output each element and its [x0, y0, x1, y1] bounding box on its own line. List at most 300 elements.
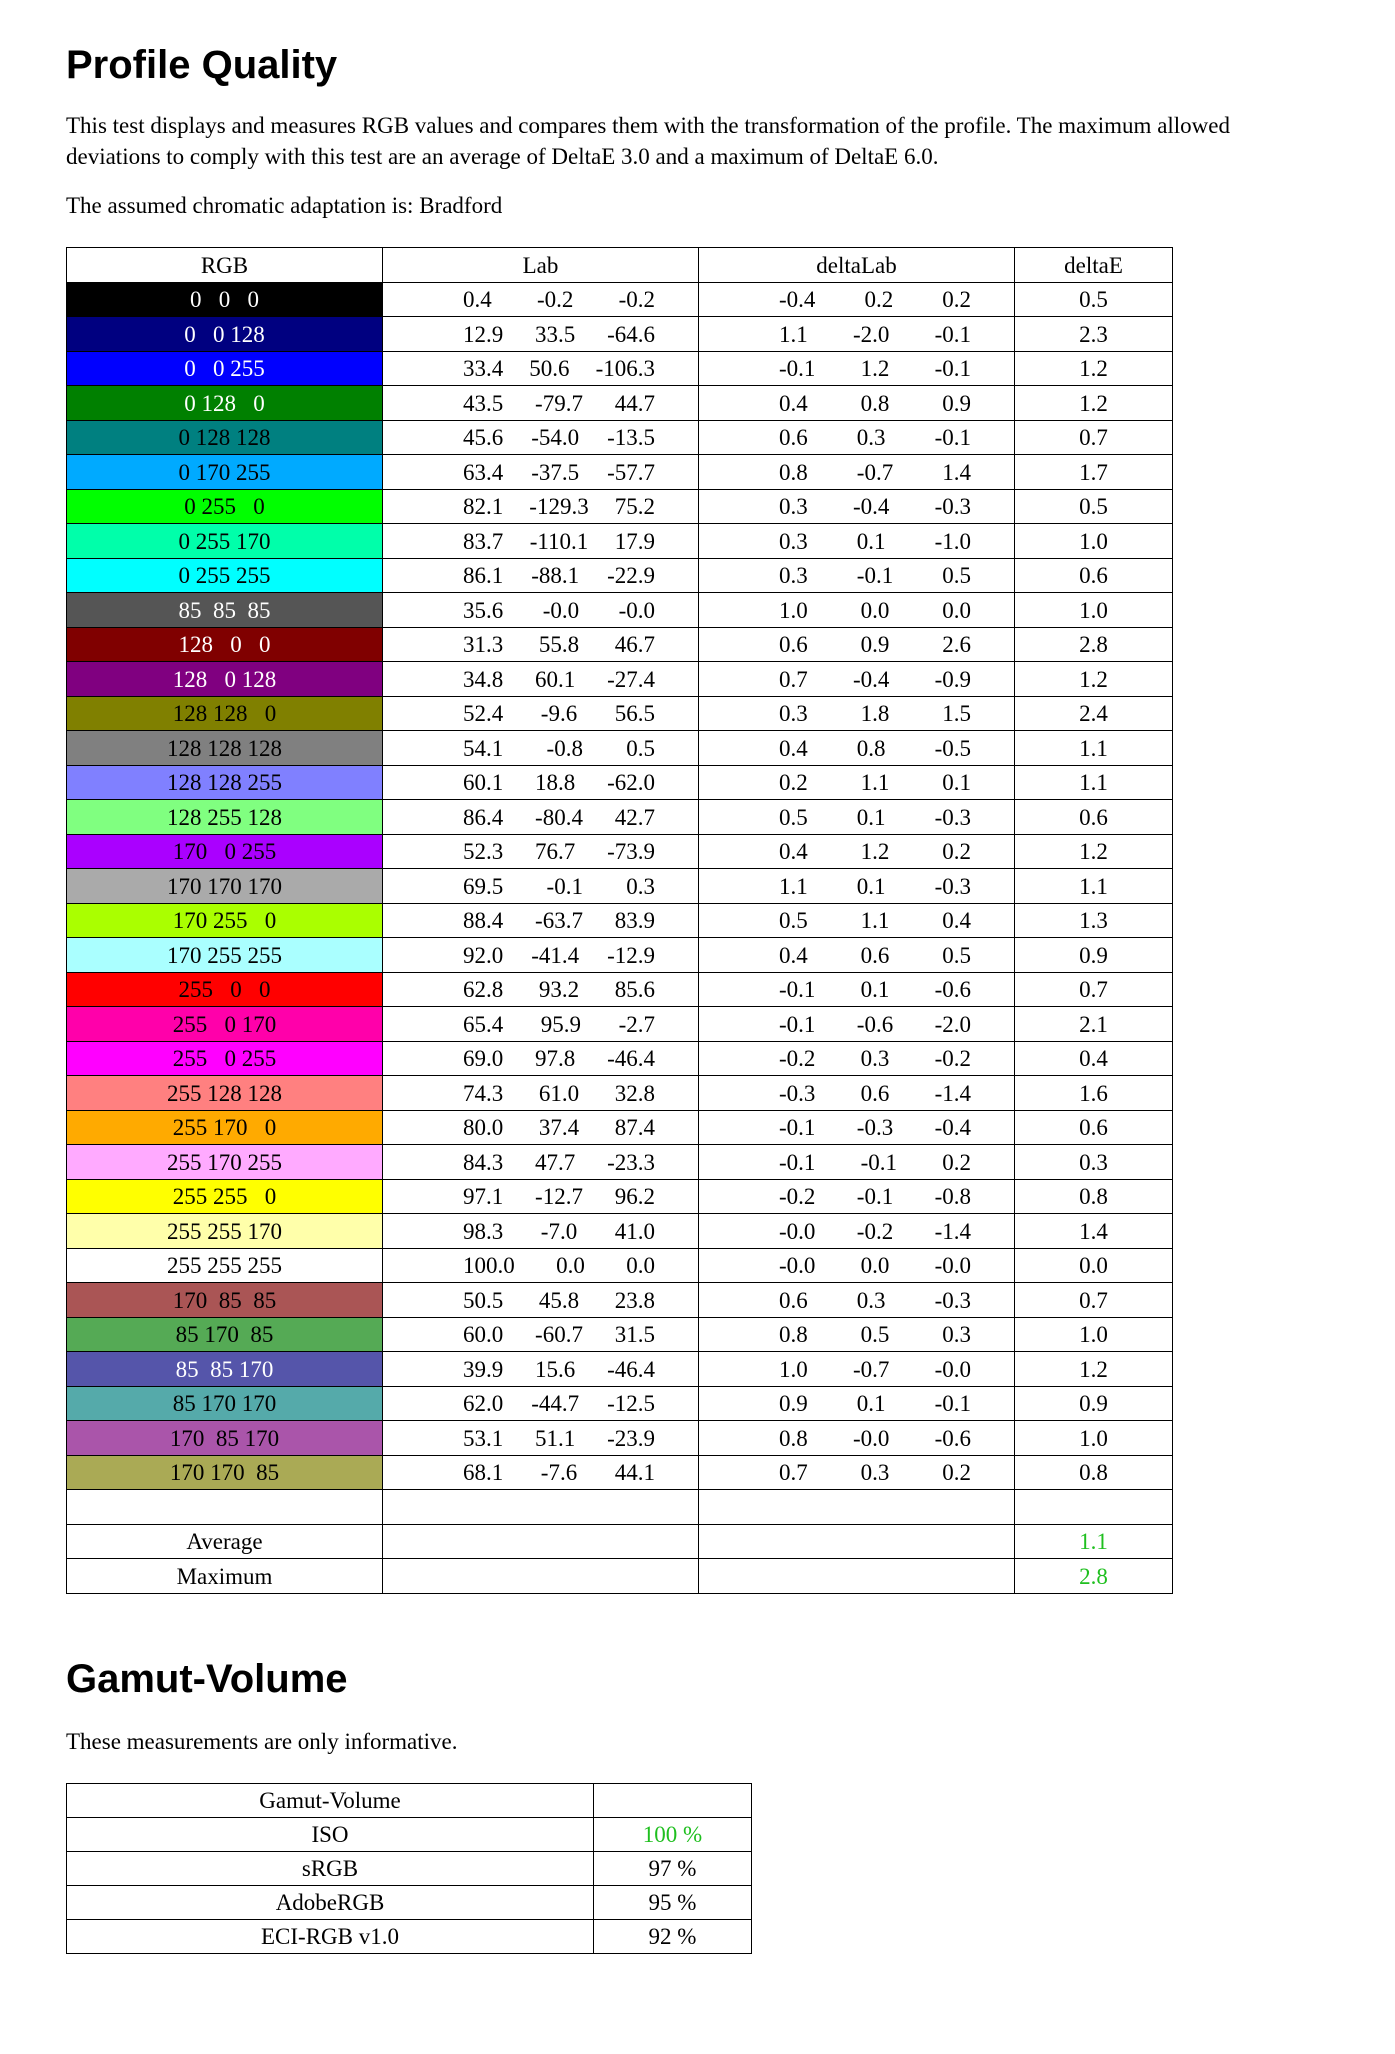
- lab-cell: [383, 1214, 699, 1249]
- table-row: [67, 1317, 1173, 1352]
- table-row: [67, 489, 1173, 524]
- deltalab-value: 0.3: [860, 1460, 890, 1485]
- table-row: [67, 455, 1173, 490]
- deltalab-cell: [699, 1352, 1015, 1387]
- deltalab-value: 0.4: [942, 908, 971, 933]
- deltalab-value: -0.1: [779, 1149, 816, 1175]
- deltalab-value: 1.0: [779, 1356, 808, 1382]
- gamut-header-row: [67, 1783, 752, 1817]
- rgb-swatch-cell: 170 85 85: [67, 1283, 383, 1318]
- deltalab-cell: [699, 869, 1015, 904]
- lab-value: 41.0: [614, 1218, 655, 1244]
- deltalab-value: 0.8: [779, 1322, 808, 1347]
- gamut-volume-table: [66, 1783, 752, 1954]
- average-row: [67, 1524, 1173, 1559]
- blank-row: [67, 1490, 1173, 1525]
- deltalab-value: -0.3: [779, 1080, 816, 1106]
- lab-value: 18.8: [535, 770, 576, 795]
- deltalab-cell: [699, 386, 1015, 421]
- lab-value: 32.8: [614, 1080, 655, 1106]
- gamut-row: [67, 1885, 752, 1919]
- gamut-row: [67, 1817, 752, 1851]
- gamut-name: sRGB: [67, 1851, 594, 1885]
- lab-value: 45.6: [463, 425, 504, 450]
- lab-value: 84.3: [463, 1149, 504, 1175]
- rgb-swatch-cell: 0 0 255: [67, 351, 383, 386]
- deltalab-value: 0.4: [779, 735, 808, 761]
- deltalab-cell: [699, 524, 1015, 559]
- deltalab-value: -0.0: [934, 1356, 971, 1382]
- lab-cell: [383, 386, 699, 421]
- table-row: [67, 1145, 1173, 1180]
- lab-value: 42.7: [614, 804, 655, 830]
- table-row: [67, 627, 1173, 662]
- deltalab-value: 1.1: [860, 770, 890, 795]
- deltalab-value: 1.5: [942, 701, 971, 726]
- deltalab-value: -0.1: [779, 356, 816, 381]
- maximum-row: [67, 1559, 1173, 1594]
- deltae-cell: 2.8: [1015, 627, 1173, 662]
- deltalab-value: 0.3: [779, 701, 808, 726]
- deltalab-cell: [699, 972, 1015, 1007]
- lab-value: 39.9: [463, 1356, 504, 1382]
- deltalab-value: -0.6: [934, 1425, 971, 1451]
- deltalab-value: -0.3: [934, 494, 971, 519]
- lab-value: 34.8: [463, 666, 504, 692]
- deltalab-value: 1.1: [860, 908, 890, 933]
- lab-cell: [383, 1179, 699, 1214]
- lab-value: -57.7: [607, 459, 655, 485]
- lab-value: 87.4: [614, 1115, 655, 1140]
- lab-value: -0.0: [542, 597, 580, 623]
- header-rgb: RGB: [67, 248, 383, 283]
- deltalab-value: -0.7: [856, 459, 894, 485]
- lab-value: -37.5: [531, 459, 580, 485]
- deltalab-cell: [699, 455, 1015, 490]
- deltalab-value: 0.1: [856, 528, 886, 554]
- deltalab-value: -0.8: [934, 1184, 971, 1209]
- deltae-cell: 0.6: [1015, 1110, 1173, 1145]
- deltalab-value: 1.0: [779, 597, 808, 623]
- lab-value: -60.7: [535, 1322, 583, 1347]
- deltalab-value: 0.5: [779, 804, 808, 830]
- lab-cell: [383, 1283, 699, 1318]
- rgb-swatch-cell: 170 255 0: [67, 903, 383, 938]
- header-deltalab: deltaLab: [699, 248, 1015, 283]
- deltalab-value: -0.0: [852, 1425, 890, 1451]
- deltalab-value: 0.8: [779, 1425, 808, 1451]
- table-row: [67, 593, 1173, 628]
- lab-value: -7.6: [540, 1460, 578, 1485]
- deltalab-cell: [699, 800, 1015, 835]
- table-row: [67, 282, 1173, 317]
- lab-value: 56.5: [614, 701, 655, 726]
- deltae-cell: 2.4: [1015, 696, 1173, 731]
- deltalab-cell: [699, 765, 1015, 800]
- header-deltae: deltaE: [1015, 248, 1173, 283]
- profile-quality-table: [66, 247, 1173, 1594]
- chromatic-adaptation-text: The assumed chromatic adaptation is: Bradford: [66, 193, 503, 218]
- deltalab-value: 0.8: [856, 735, 886, 761]
- deltalab-cell: [699, 1386, 1015, 1421]
- deltalab-cell: [699, 1248, 1015, 1283]
- deltalab-value: 0.6: [779, 425, 808, 450]
- gamut-value: 95 %: [594, 1885, 752, 1919]
- deltalab-cell: [699, 834, 1015, 869]
- deltalab-cell: [699, 282, 1015, 317]
- deltae-cell: 0.4: [1015, 1041, 1173, 1076]
- lab-cell: [383, 1041, 699, 1076]
- lab-cell: [383, 903, 699, 938]
- deltalab-value: -0.1: [934, 425, 971, 450]
- deltalab-value: -0.9: [934, 666, 971, 692]
- deltalab-cell: [699, 1317, 1015, 1352]
- lab-value: 83.7: [463, 528, 504, 554]
- lab-value: 86.4: [463, 804, 504, 830]
- lab-value: 31.5: [614, 1322, 655, 1347]
- deltalab-cell: [699, 1041, 1015, 1076]
- lab-value: 62.0: [463, 1391, 504, 1416]
- table-row: [67, 662, 1173, 697]
- rgb-swatch-cell: 0 255 0: [67, 489, 383, 524]
- deltae-cell: 1.4: [1015, 1214, 1173, 1249]
- table-row: [67, 317, 1173, 352]
- lab-value: -12.7: [535, 1184, 583, 1209]
- rgb-swatch-cell: 255 0 255: [67, 1041, 383, 1076]
- lab-cell: [383, 627, 699, 662]
- deltae-cell: 1.7: [1015, 455, 1173, 490]
- deltalab-value: 0.1: [942, 770, 971, 795]
- deltalab-value: -0.1: [779, 1011, 816, 1037]
- deltalab-value: 0.7: [779, 666, 808, 692]
- lab-value: -44.7: [531, 1391, 580, 1416]
- deltae-cell: 1.6: [1015, 1076, 1173, 1111]
- deltae-cell: 1.3: [1015, 903, 1173, 938]
- deltalab-cell: [699, 903, 1015, 938]
- deltalab-value: -0.4: [852, 666, 890, 692]
- lab-value: -79.7: [535, 390, 583, 416]
- lab-value: 95.9: [540, 1011, 582, 1037]
- gamut-value: 97 %: [594, 1851, 752, 1885]
- deltalab-value: 0.5: [860, 1322, 890, 1347]
- lab-cell: [383, 317, 699, 352]
- table-row: [67, 1283, 1173, 1318]
- deltalab-cell: [699, 938, 1015, 973]
- table-row: [67, 1076, 1173, 1111]
- lab-value: -23.3: [607, 1149, 655, 1175]
- gamut-value: 100 %: [594, 1817, 752, 1851]
- deltae-cell: 1.2: [1015, 834, 1173, 869]
- deltae-cell: 1.1: [1015, 869, 1173, 904]
- rgb-swatch-cell: 255 255 255: [67, 1248, 383, 1283]
- lab-value: -13.5: [607, 425, 655, 450]
- header-lab: Lab: [383, 248, 699, 283]
- table-row: [67, 558, 1173, 593]
- lab-value: 54.1: [463, 735, 504, 761]
- deltalab-value: 0.6: [779, 632, 808, 657]
- rgb-swatch-cell: 85 170 85: [67, 1317, 383, 1352]
- deltalab-cell: [699, 489, 1015, 524]
- average-label: Average: [67, 1524, 383, 1559]
- deltalab-value: 1.1: [779, 321, 808, 347]
- lab-value: 46.7: [614, 632, 655, 657]
- lab-value: 44.1: [614, 1460, 655, 1485]
- lab-value: 37.4: [538, 1115, 580, 1140]
- table-row: [67, 834, 1173, 869]
- deltalab-value: -0.1: [860, 1149, 898, 1175]
- deltalab-value: -1.0: [934, 528, 971, 554]
- lab-value: 88.4: [463, 908, 504, 933]
- deltalab-cell: [699, 1283, 1015, 1318]
- lab-cell: [383, 1076, 699, 1111]
- rgb-swatch-cell: 170 255 255: [67, 938, 383, 973]
- rgb-swatch-cell: 170 85 170: [67, 1421, 383, 1456]
- lab-value: 63.4: [463, 459, 504, 485]
- rgb-swatch-cell: 255 255 0: [67, 1179, 383, 1214]
- lab-value: -0.0: [618, 597, 655, 623]
- gamut-volume-title: Gamut-Volume: [66, 1656, 348, 1701]
- rgb-swatch-cell: 170 0 255: [67, 834, 383, 869]
- deltalab-value: -0.7: [852, 1356, 890, 1382]
- rgb-swatch-cell: 128 0 128: [67, 662, 383, 697]
- lab-value: -0.1: [546, 873, 583, 899]
- lab-value: -27.4: [607, 666, 655, 692]
- rgb-swatch-cell: 0 255 255: [67, 558, 383, 593]
- lab-value: 96.2: [614, 1184, 655, 1209]
- lab-value: 50.6: [529, 356, 570, 381]
- rgb-swatch-cell: 128 128 128: [67, 731, 383, 766]
- lab-value: -23.9: [607, 1425, 655, 1451]
- lab-cell: [383, 420, 699, 455]
- deltae-cell: 1.0: [1015, 1421, 1173, 1456]
- deltae-cell: 0.7: [1015, 420, 1173, 455]
- rgb-swatch-cell: 0 0 128: [67, 317, 383, 352]
- lab-value: 97.8: [535, 1046, 576, 1071]
- lab-value: 100.0: [463, 1253, 515, 1278]
- table-row: [67, 972, 1173, 1007]
- deltalab-value: 0.2: [779, 770, 808, 795]
- deltae-cell: 1.1: [1015, 765, 1173, 800]
- lab-value: 45.8: [538, 1287, 580, 1313]
- rgb-swatch-cell: 128 0 0: [67, 627, 383, 662]
- table-row: [67, 869, 1173, 904]
- deltalab-value: -0.3: [934, 873, 971, 899]
- lab-value: 47.7: [535, 1149, 576, 1175]
- lab-value: 97.1: [463, 1184, 504, 1209]
- lab-value: -129.3: [529, 494, 589, 519]
- table-row: [67, 1214, 1173, 1249]
- deltalab-value: -0.1: [779, 977, 816, 1002]
- lab-value: 0.3: [626, 873, 655, 899]
- gamut-volume-note: These measurements are only informative.: [66, 1728, 458, 1754]
- deltalab-value: 0.9: [779, 1391, 808, 1416]
- deltalab-cell: [699, 1455, 1015, 1490]
- rgb-swatch-cell: 255 0 170: [67, 1007, 383, 1042]
- table-row: [67, 524, 1173, 559]
- table-row: [67, 765, 1173, 800]
- deltalab-value: 0.6: [860, 1080, 890, 1106]
- deltalab-value: -0.1: [934, 356, 971, 381]
- deltalab-cell: [699, 1421, 1015, 1456]
- deltalab-value: -0.3: [934, 804, 971, 830]
- lab-value: -88.1: [531, 563, 580, 588]
- table-row: [67, 696, 1173, 731]
- deltalab-cell: [699, 1145, 1015, 1180]
- deltalab-value: -0.4: [852, 494, 890, 519]
- deltalab-value: 1.1: [779, 873, 808, 899]
- deltae-cell: 1.1: [1015, 731, 1173, 766]
- deltae-cell: 0.6: [1015, 800, 1173, 835]
- lab-value: 75.2: [614, 494, 655, 519]
- deltalab-value: 0.5: [942, 563, 971, 588]
- lab-cell: [383, 593, 699, 628]
- deltalab-cell: [699, 696, 1015, 731]
- rgb-swatch-cell: 128 128 255: [67, 765, 383, 800]
- lab-value: 82.1: [463, 494, 504, 519]
- deltae-cell: 2.1: [1015, 1007, 1173, 1042]
- deltae-cell: 0.0: [1015, 1248, 1173, 1283]
- deltalab-value: 0.9: [860, 632, 890, 657]
- deltalab-value: -1.4: [934, 1218, 971, 1244]
- lab-value: -0.2: [536, 287, 574, 312]
- rgb-swatch-cell: 128 255 128: [67, 800, 383, 835]
- deltae-cell: 0.8: [1015, 1455, 1173, 1490]
- deltae-cell: 0.7: [1015, 972, 1173, 1007]
- deltalab-value: -0.1: [934, 1391, 971, 1416]
- rgb-swatch-cell: 0 255 170: [67, 524, 383, 559]
- deltalab-cell: [699, 593, 1015, 628]
- deltalab-value: 0.6: [860, 942, 890, 968]
- deltalab-value: -0.2: [779, 1184, 816, 1209]
- deltalab-value: 0.8: [860, 390, 890, 416]
- deltae-cell: 0.9: [1015, 1386, 1173, 1421]
- deltae-cell: 1.0: [1015, 593, 1173, 628]
- deltae-cell: 1.2: [1015, 351, 1173, 386]
- lab-cell: [383, 282, 699, 317]
- lab-value: 55.8: [538, 632, 580, 657]
- lab-value: 92.0: [463, 942, 504, 968]
- lab-value: -0.8: [546, 735, 583, 761]
- rgb-swatch-cell: 0 128 0: [67, 386, 383, 421]
- table-row: [67, 1007, 1173, 1042]
- average-value: 1.1: [1015, 1524, 1173, 1559]
- rgb-swatch-cell: 85 85 85: [67, 593, 383, 628]
- lab-cell: [383, 1145, 699, 1180]
- deltalab-value: -0.2: [779, 1046, 816, 1071]
- lab-cell: [383, 834, 699, 869]
- lab-value: -7.0: [540, 1218, 578, 1244]
- report-page: [66, 36, 1326, 1954]
- lab-value: 52.3: [463, 839, 504, 864]
- deltalab-value: 0.2: [864, 287, 894, 312]
- table-row: [67, 420, 1173, 455]
- deltalab-value: 0.1: [856, 804, 886, 830]
- lab-value: -80.4: [535, 804, 583, 830]
- deltalab-value: 0.8: [779, 459, 808, 485]
- deltalab-value: -0.1: [856, 563, 894, 588]
- lab-cell: [383, 662, 699, 697]
- lab-value: -64.6: [607, 321, 655, 347]
- lab-cell: [383, 800, 699, 835]
- deltalab-value: -0.5: [934, 735, 971, 761]
- lab-cell: [383, 972, 699, 1007]
- table-row: [67, 1455, 1173, 1490]
- deltalab-cell: [699, 731, 1015, 766]
- deltalab-cell: [699, 1179, 1015, 1214]
- lab-value: 98.3: [463, 1218, 504, 1244]
- deltalab-value: 0.6: [779, 1287, 808, 1313]
- table-row: [67, 1041, 1173, 1076]
- deltae-cell: 0.8: [1015, 1179, 1173, 1214]
- deltae-cell: 0.5: [1015, 489, 1173, 524]
- deltalab-value: 0.7: [779, 1460, 808, 1485]
- lab-value: -0.2: [618, 287, 655, 312]
- lab-value: -22.9: [607, 563, 655, 588]
- table-row: [67, 351, 1173, 386]
- lab-cell: [383, 765, 699, 800]
- deltalab-cell: [699, 1110, 1015, 1145]
- deltalab-cell: [699, 1007, 1015, 1042]
- rgb-swatch-cell: 255 170 255: [67, 1145, 383, 1180]
- lab-cell: [383, 1007, 699, 1042]
- deltalab-value: 0.2: [942, 287, 971, 312]
- table-row: [67, 903, 1173, 938]
- lab-value: 65.4: [463, 1011, 504, 1037]
- table-row: [67, 1386, 1173, 1421]
- lab-value: 93.2: [538, 977, 580, 1002]
- lab-value: 60.0: [463, 1322, 504, 1347]
- lab-cell: [383, 524, 699, 559]
- deltalab-value: 1.8: [860, 701, 890, 726]
- deltae-cell: 0.5: [1015, 282, 1173, 317]
- lab-value: 0.5: [626, 735, 655, 761]
- lab-value: -63.7: [535, 908, 583, 933]
- lab-value: 68.1: [463, 1460, 504, 1485]
- table-row: [67, 1421, 1173, 1456]
- gamut-name: ECI-RGB v1.0: [67, 1919, 594, 1953]
- deltalab-value: -0.2: [856, 1218, 894, 1244]
- lab-cell: [383, 558, 699, 593]
- lab-value: 44.7: [614, 390, 655, 416]
- deltalab-value: 0.9: [942, 390, 971, 416]
- lab-value: 60.1: [463, 770, 504, 795]
- lab-value: 33.5: [535, 321, 576, 347]
- table-row: [67, 1248, 1173, 1283]
- deltae-cell: 1.2: [1015, 386, 1173, 421]
- lab-value: 23.8: [614, 1287, 655, 1313]
- lab-value: 85.6: [614, 977, 655, 1002]
- deltalab-value: 0.3: [860, 1046, 890, 1071]
- deltalab-value: 0.1: [860, 977, 890, 1002]
- lab-cell: [383, 1248, 699, 1283]
- lab-cell: [383, 938, 699, 973]
- lab-value: 0.4: [463, 287, 492, 312]
- deltalab-value: -0.3: [934, 1287, 971, 1313]
- gamut-row: [67, 1919, 752, 1953]
- table-row: [67, 1179, 1173, 1214]
- table-row: [67, 731, 1173, 766]
- lab-value: 61.0: [538, 1080, 580, 1106]
- deltalab-cell: [699, 351, 1015, 386]
- deltalab-value: 0.0: [860, 1253, 890, 1278]
- lab-value: 15.6: [535, 1356, 576, 1382]
- table-row: [67, 1352, 1173, 1387]
- table-row: [67, 1110, 1173, 1145]
- lab-value: 12.9: [463, 321, 504, 347]
- gamut-row: [67, 1851, 752, 1885]
- rgb-swatch-cell: 0 0 0: [67, 282, 383, 317]
- deltalab-value: 0.4: [779, 942, 808, 968]
